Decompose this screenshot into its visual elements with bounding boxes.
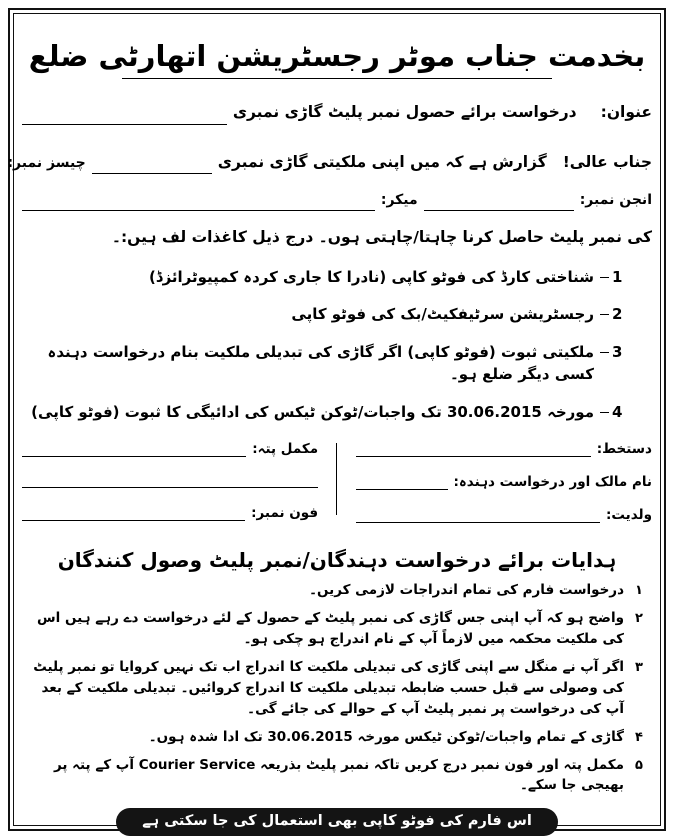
list-item [22, 401, 652, 424]
list-item-number: 3 [600, 343, 652, 361]
instruction-item [22, 608, 652, 650]
father-name-field-row [356, 507, 652, 523]
phone-field-row [22, 505, 318, 521]
instructions-list [22, 580, 652, 796]
instruction-text: درخواست فارم کی تمام اندراجات لازمی کریں۔ [309, 582, 624, 599]
father-name-label: ولدیت: [605, 507, 652, 524]
signature-blank[interactable] [356, 443, 591, 457]
instruction-item [22, 657, 652, 720]
address-label: مکمل پتہ: [252, 441, 319, 458]
instruction-text: واضح ہو کہ آپ اپنی جس گاڑی کی نمبر پلیٹ کے حصول کے لئے درخواست دے رہے ہیں اس کی ملکیت محکمہ میں لازماً آپ کے نام اندراج ہو چکی ہو۔ [37, 609, 624, 647]
list-item-label: رجسٹریشن سرٹیفکیٹ/بک کی فوٹو کاپی [291, 305, 594, 324]
instruction-number: ۵ [635, 757, 643, 773]
list-item-number: 4 [600, 403, 652, 421]
subject-blank-line[interactable] [22, 109, 227, 125]
signature-column-right [356, 441, 652, 540]
instruction-number: ۱ [635, 583, 643, 599]
owner-name-blank[interactable] [356, 476, 448, 490]
footer-wrap [22, 808, 652, 836]
phone-blank[interactable] [22, 507, 245, 521]
subject-row [22, 101, 652, 124]
instruction-number: ۴ [635, 729, 643, 745]
maker-blank[interactable] [22, 195, 375, 211]
instruction-text: گاڑی کے تمام واجبات/ٹوکن ٹیکس مورخہ 30.06.2015 تک ادا شدہ ہوں۔ [148, 728, 624, 745]
instruction-item [22, 580, 652, 601]
subject-label: عنوان: [600, 103, 652, 122]
instruction-number: ۳ [635, 659, 643, 675]
owner-name-label: نام مالک اور درخواست دہندہ: [453, 474, 652, 491]
list-item-label: ملکیتی ثبوت (فوٹو کاپی) اگر گاڑی کی تبدیلی ملکیت بنام درخواست دہندہ کسی دیگر ضلع ہو۔ [47, 342, 594, 384]
list-item [22, 266, 652, 289]
vehicle-number-blank[interactable] [92, 158, 212, 174]
father-name-blank[interactable] [356, 509, 600, 523]
signature-label: دستخط: [596, 441, 652, 458]
list-item [22, 341, 652, 386]
salutation-row [7, 151, 652, 174]
address-field-row-2 [22, 474, 318, 488]
signature-block [22, 441, 652, 540]
chassis-label: چیسز نمبر: [7, 154, 86, 171]
instruction-item [22, 755, 652, 797]
instruction-text: اگر آپ نے منگل سے اپنی گاڑی کی تبدیلی ملکیت کا اندراج اب تک نہیں کروایا تو نمبر پلیٹ کی وصولی سے قبل حسب ضابطہ تبدیلی ملکیت کا اندراج کروائیں۔ تبدیلی ملکیت کے بعد آپ کی درخواست پر نمبر پلیٹ آپ کے حوالے کی جائے گی۔ [33, 658, 624, 717]
page-title: بخدمت جناب موٹر رجسٹریشن اتھارٹی ضلع [28, 39, 646, 73]
signature-column-left [22, 441, 318, 540]
list-item-label: مورخہ 30.06.2015 تک واجبات/ٹوکن ٹیکس کی ادائیگی کا ثبوت (فوٹو کاپی) [31, 402, 594, 421]
list-item-number: 1 [600, 268, 652, 286]
address-field-row [22, 441, 318, 457]
engine-row [22, 190, 652, 211]
phone-label: فون نمبر: [251, 505, 319, 522]
salutation-label: جناب عالی! [562, 152, 652, 171]
instructions-title: ہدایات برائے درخواست دہندگان/نمبر پلیٹ وصول کنندگان [57, 548, 617, 573]
instruction-item [22, 727, 652, 748]
instruction-number: ۲ [635, 610, 643, 626]
list-item [22, 303, 652, 326]
footer-note: اس فارم کی فوٹو کاپی بھی استعمال کی جا سکتی ہے [116, 808, 558, 836]
form-content [7, 20, 652, 830]
list-item-label: شناختی کارڈ کی فوٹو کاپی (نادرا کا جاری کردہ کمپیوٹرائزڈ) [149, 267, 594, 286]
list-item-number: 2 [600, 305, 652, 323]
maker-label: میکر: [380, 191, 418, 208]
subject-text: درخواست برائے حصول نمبر پلیٹ گاڑی نمبری [232, 103, 577, 122]
engine-number-blank[interactable] [424, 195, 574, 211]
salutation-text: گزارش ہے کہ میں اپنی ملکیتی گاڑی نمبری [217, 152, 547, 171]
address-blank[interactable] [22, 443, 246, 457]
title-underline [122, 78, 552, 79]
body-text: کی نمبر پلیٹ حاصل کرنا چاہتا/چاہتی ہوں۔ درج ذیل کاغذات لف ہیں:۔ [111, 227, 652, 246]
address-blank-2[interactable] [22, 474, 318, 488]
signature-field-row [356, 441, 652, 457]
documents-list [22, 266, 652, 424]
owner-name-field-row [356, 474, 652, 490]
engine-label: انجن نمبر: [579, 191, 652, 208]
signature-divider [336, 443, 337, 515]
instruction-text: مکمل پتہ اور فون نمبر درج کریں تاکہ نمبر پلیٹ بذریعہ Courier Service آپ کے پتہ پر بھیجی جا سکے۔ [53, 756, 624, 794]
